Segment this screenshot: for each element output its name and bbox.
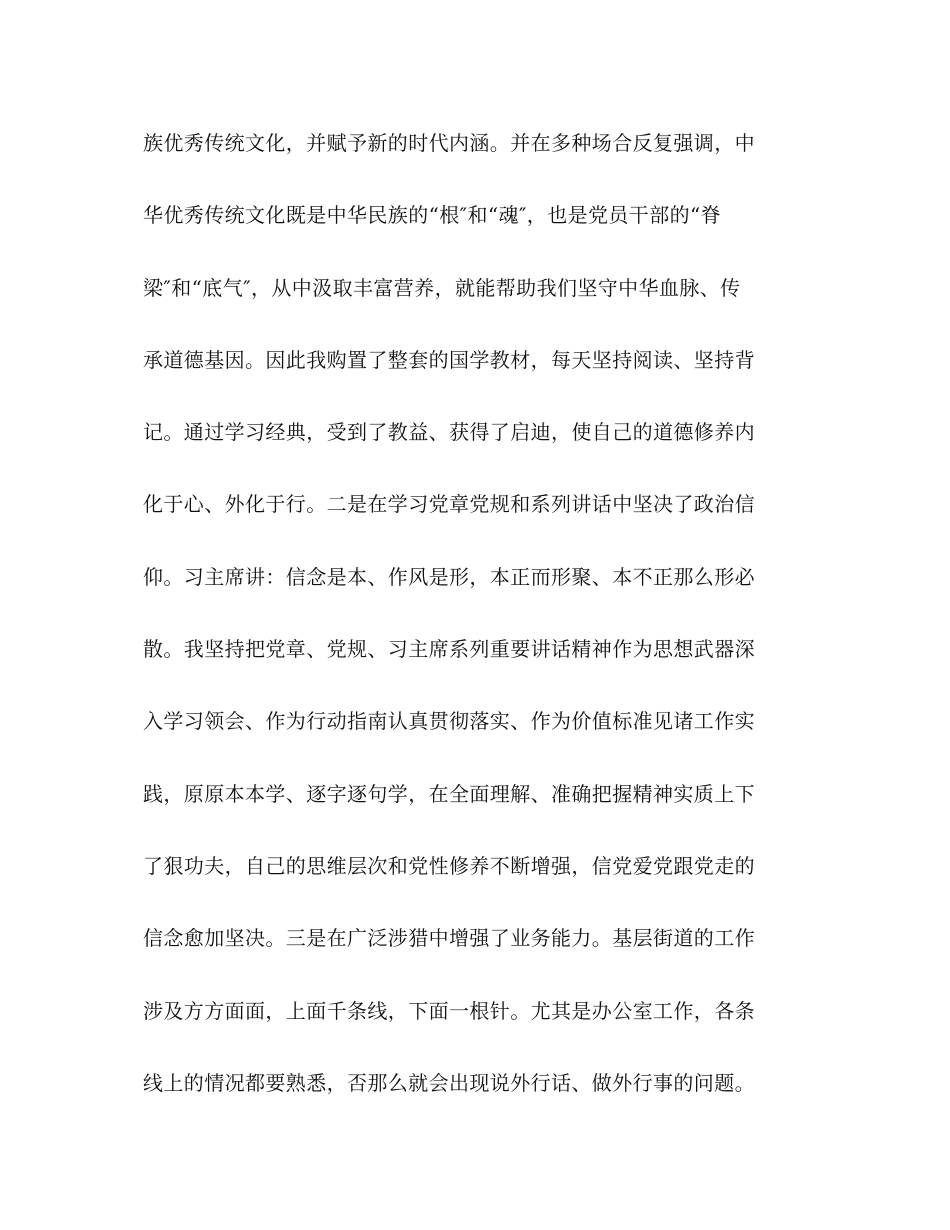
text-line: 散。我坚持把党章、党规、习主席系列重要讲话精神作为思想武器深 (143, 637, 755, 662)
text-line: 承道德基因。因此我购置了整套的国学教材，每天坚持阅读、坚持背 (143, 347, 755, 372)
text-line: 记。通过学习经典，受到了教益、获得了启迪，使自己的道德修养内 (143, 420, 755, 445)
text-line: 梁″和“底气″，从中汲取丰富营养，就能帮助我们坚守中华血脉、传 (143, 275, 741, 300)
text-line: 践，原原本本学、逐字逐句学，在全面理解、准确把握精神实质上下 (143, 781, 755, 806)
text-line: 华优秀传统文化既是中华民族的“根″和“魂″，也是党员干部的“脊 (143, 203, 722, 228)
text-line: 族优秀传统文化，并赋予新的时代内涵。并在多种场合反复强调，中 (143, 131, 755, 155)
text-line: 仰。习主席讲：信念是本、作风是形，本正而形聚、本不正那么形必 (143, 564, 755, 589)
text-line: 线上的情况都要熟悉，否那么就会出现说外行话、做外行事的问题。 (143, 1070, 755, 1095)
body-text (143, 125, 813, 1137)
text-line: 涉及方方面面，上面千条线，下面一根针。尤其是办公室工作，各条 (143, 998, 755, 1023)
text-line: 信念愈加坚决。三是在广泛涉猎中增强了业务能力。基层街道的工作 (143, 926, 755, 951)
text-line: 入学习领会、作为行动指南认真贯彻落实、作为价值标准见诸工作实 (143, 709, 755, 734)
text-line: 化于心、外化于行。二是在学习党章党规和系列讲话中坚决了政治信 (143, 492, 755, 517)
text-line: 了狠功夫，自己的思维层次和党性修养不断增强，信党爱党跟党走的 (143, 853, 755, 878)
